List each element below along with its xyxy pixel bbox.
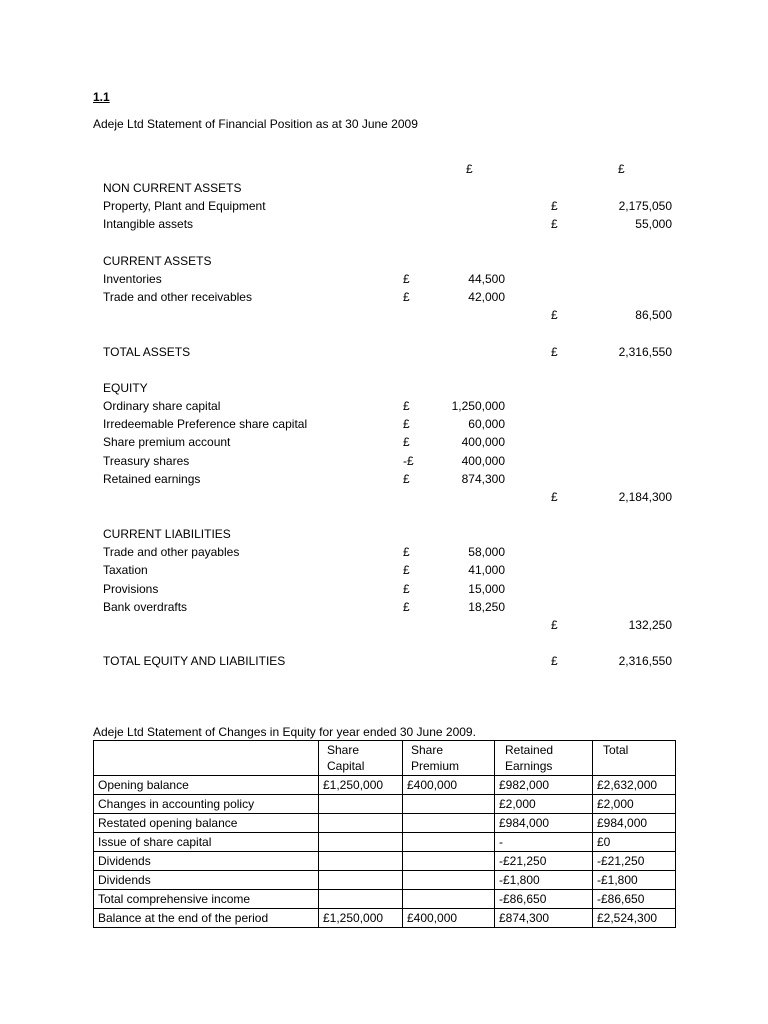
sofp-row-label: Property, Plant and Equipment [103, 199, 266, 213]
soce-header-cell [94, 741, 319, 776]
sofp-currency-a: £ [403, 563, 410, 577]
soce-cell: £984,000 [593, 814, 676, 833]
soce-cell [319, 852, 403, 871]
sofp-currency-b: £ [551, 199, 558, 213]
sofp-value-b: 55,000 [635, 217, 672, 231]
soce-header-line: Share [411, 743, 444, 757]
soce-row-label: Dividends [94, 871, 319, 890]
soce-header-line: Earnings [505, 759, 553, 773]
sofp-value-b: 132,250 [628, 618, 672, 632]
sofp-row-label: Bank overdrafts [103, 600, 188, 614]
soce-cell [403, 795, 495, 814]
sofp-value-a: 41,000 [468, 563, 505, 577]
sofp-currency-a: £ [403, 399, 410, 413]
sofp-currency-b: £ [551, 345, 558, 359]
soce-cell: £984,000 [495, 814, 593, 833]
sofp-title: Adeje Ltd Statement of Financial Position as at 30 June 2009 [93, 117, 418, 131]
soce-header-share-premium [403, 741, 495, 776]
soce-header-line: Premium [411, 759, 460, 773]
soce-cell: -£86,650 [495, 890, 593, 909]
soce-cell: £982,000 [495, 776, 593, 795]
sofp-currency-a: £ [403, 272, 410, 286]
sofp-currency-a: £ [403, 290, 410, 304]
sofp-currency-a: £ [403, 417, 410, 431]
soce-cell: £2,632,000 [593, 776, 676, 795]
soce-header-row [94, 741, 676, 776]
sofp-value-a: 1,250,000 [451, 399, 505, 413]
sofp-row-label: Intangible assets [103, 217, 194, 231]
sofp-row-label: TOTAL ASSETS [103, 345, 191, 359]
sofp-value-b: 2,316,550 [618, 654, 672, 668]
sofp-value-a: 400,000 [461, 454, 505, 468]
sofp-currency-b: £ [551, 490, 558, 504]
soce-cell: -£21,250 [495, 852, 593, 871]
sofp-currency-a: £ [403, 472, 410, 486]
sofp-row-label: Provisions [103, 582, 159, 596]
soce-row-label: Balance at the end of the period [94, 909, 319, 928]
soce-header-line: Total [603, 743, 629, 757]
sofp-row-label: Inventories [103, 272, 162, 286]
sofp-value-a: 874,300 [461, 472, 505, 486]
soce-cell: £0 [593, 833, 676, 852]
soce-cell: £1,250,000 [319, 776, 403, 795]
table-row [94, 776, 676, 795]
sofp-currency-a: £ [403, 582, 410, 596]
soce-cell: -£1,800 [495, 871, 593, 890]
col-b-currency-header: £ [618, 162, 625, 176]
soce-cell: £874,300 [495, 909, 593, 928]
sofp-value-a: 42,000 [468, 290, 505, 304]
sofp-currency-a: -£ [403, 454, 414, 468]
soce-cell: £2,524,300 [593, 909, 676, 928]
table-row [94, 795, 676, 814]
sofp-value-b: 2,184,300 [618, 490, 672, 504]
sofp-row-label: CURRENT ASSETS [103, 254, 212, 268]
sofp-row-label: TOTAL EQUITY AND LIABILITIES [103, 654, 286, 668]
soce-cell [403, 852, 495, 871]
soce-cell [319, 833, 403, 852]
soce-cell [403, 814, 495, 833]
sofp-row-label: Trade and other payables [103, 545, 240, 559]
soce-header-line: Retained [505, 743, 554, 757]
soce-row-label: Changes in accounting policy [94, 795, 319, 814]
sofp-currency-b: £ [551, 654, 558, 668]
soce-cell [319, 890, 403, 909]
sofp-row-label: Irredeemable Preference share capital [103, 417, 308, 431]
soce-header-share-capital [319, 741, 403, 776]
soce-cell: £2,000 [495, 795, 593, 814]
sofp-row-label: Taxation [103, 563, 148, 577]
sofp-value-a: 44,500 [468, 272, 505, 286]
soce-cell: £1,250,000 [319, 909, 403, 928]
sofp-currency-a: £ [403, 600, 410, 614]
table-row [94, 814, 676, 833]
section-number: 1.1 [93, 90, 110, 104]
soce-cell [403, 833, 495, 852]
sofp-currency-b: £ [551, 308, 558, 322]
sofp-value-a: 60,000 [468, 417, 505, 431]
soce-header-retained-earnings [495, 741, 593, 776]
sofp-value-b: 86,500 [635, 308, 672, 322]
sofp-row-label: EQUITY [103, 381, 148, 395]
sofp-row-label: Treasury shares [103, 454, 190, 468]
sofp-value-b: 2,175,050 [618, 199, 672, 213]
soce-row-label: Dividends [94, 852, 319, 871]
soce-cell: - [495, 833, 593, 852]
soce-cell: -£1,800 [593, 871, 676, 890]
sofp-value-a: 400,000 [461, 435, 505, 449]
soce-cell [403, 890, 495, 909]
sofp-value-a: 58,000 [468, 545, 505, 559]
sofp-currency-b: £ [551, 217, 558, 231]
sofp-currency-a: £ [403, 545, 410, 559]
table-row [94, 871, 676, 890]
sofp-row-label: Share premium account [103, 435, 231, 449]
soce-cell [403, 871, 495, 890]
soce-row-label: Issue of share capital [94, 833, 319, 852]
soce-row-label: Opening balance [94, 776, 319, 795]
sofp-currency-a: £ [403, 435, 410, 449]
soce-row-label: Total comprehensive income [94, 890, 319, 909]
sofp-row-label: Ordinary share capital [103, 399, 221, 413]
soce-cell: -£86,650 [593, 890, 676, 909]
sofp-currency-b: £ [551, 618, 558, 632]
sofp-row-label: NON CURRENT ASSETS [103, 181, 242, 195]
soce-header-line: Capital [327, 759, 365, 773]
soce-table [93, 740, 676, 928]
table-row [94, 890, 676, 909]
col-a-currency-header: £ [466, 162, 473, 176]
soce-cell: £400,000 [403, 909, 495, 928]
soce-title: Adeje Ltd Statement of Changes in Equity for year ended 30 June 2009. [93, 725, 476, 739]
table-row [94, 833, 676, 852]
soce-header-line: Share [327, 743, 360, 757]
sofp-value-a: 18,250 [468, 600, 505, 614]
soce-cell [319, 795, 403, 814]
sofp-row-label: Trade and other receivables [103, 290, 252, 304]
table-row [94, 909, 676, 928]
sofp-value-b: 2,316,550 [618, 345, 672, 359]
soce-cell [319, 871, 403, 890]
soce-cell: £2,000 [593, 795, 676, 814]
soce-cell: £400,000 [403, 776, 495, 795]
sofp-row-label: Retained earnings [103, 472, 201, 486]
soce-cell [319, 814, 403, 833]
table-row [94, 852, 676, 871]
sofp-value-a: 15,000 [468, 582, 505, 596]
sofp-row-label: CURRENT LIABILITIES [103, 527, 231, 541]
soce-cell: -£21,250 [593, 852, 676, 871]
soce-row-label: Restated opening balance [94, 814, 319, 833]
soce-header-total [593, 741, 676, 776]
